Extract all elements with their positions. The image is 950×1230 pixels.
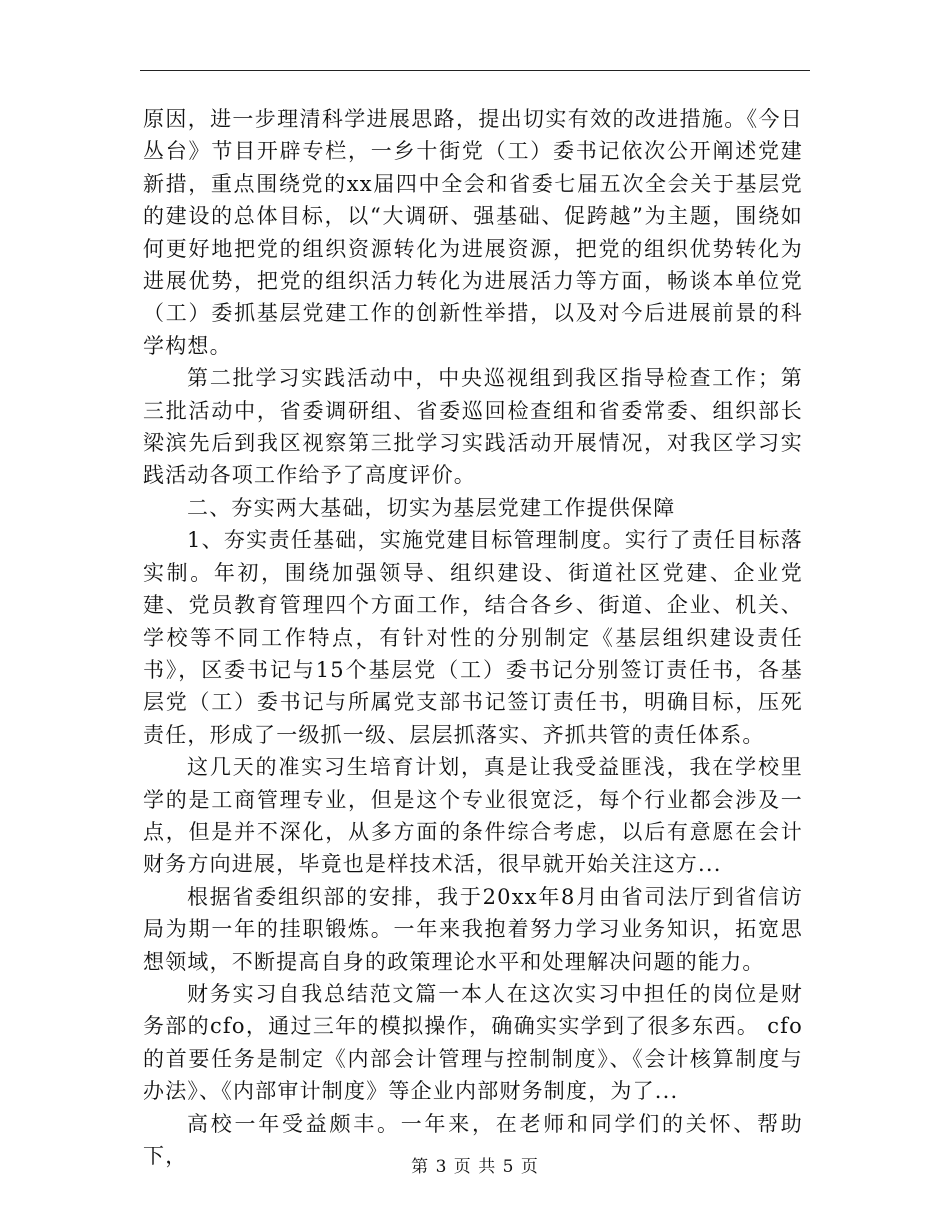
paragraph-internship: 这几天的准实习生培育计划，真是让我受益匪浅，我在学校里学的是工商管理专业，但是这个专业很宽泛，每个行业都会涉及一点，但是并不深化，从多方面的条件综合考虑，以后有意愿在会计财务方向进展，毕竟也是样技术活，很早就开始关注这方... <box>143 755 803 877</box>
paragraph-secondment: 根据省委组织部的安排，我于20xx年8月由省司法厅到省信访局为期一年的挂职锻炼。一年来我抱着努力学习业务知识，拓宽思想领域，不断提高自身的政策理论水平和处理解决问题的能力。 <box>143 884 803 974</box>
document-body <box>143 103 803 1172</box>
header-rule <box>140 70 810 71</box>
paragraph-continuation: 原因，进一步理清科学进展思路，提出切实有效的改进措施。《今日丛台》节目开辟专栏，一乡十街党（工）委书记依次公开阐述党建新措，重点围绕党的xx届四中全会和省委七届五次全会关于基层党的建设的总体目标，以“大调研、强基础、促跨越”为主题，围绕如何更好地把党的组织资源转化为进展资源，把党的组织优势转化为进展优势，把党的组织活力转化为进展活力等方面，畅谈本单位党（工）委抓基层党建工作的创新性举措，以及对今后进展前景的科学构想。 <box>143 107 803 358</box>
paragraph-finance: 财务实习自我总结范文篇一本人在这次实习中担任的岗位是财务部的cfo，通过三年的模拟操作，确确实实学到了很多东西。 cfo的首要任务是制定《内部会计管理与控制制度》、《会计核算制度与办法》、《内部审计制度》等企业内部财务制度，为了... <box>143 981 803 1104</box>
page-number: 第 3 页 共 5 页 <box>411 1157 539 1177</box>
page-footer <box>0 1152 950 1177</box>
section-heading-2: 二、夯实两大基础，切实为基层党建工作提供保障 <box>187 495 676 520</box>
paragraph-inspection: 第二批学习实践活动中，中央巡视组到我区指导检查工作；第三批活动中，省委调研组、省委巡回检查组和省委常委、组织部长梁滨先后到我区视察第三批学习实践活动开展情况，对我区学习实践活动各项工作给予了高度评价。 <box>143 366 803 488</box>
paragraph-item-1: 1、夯实责任基础，实施党建目标管理制度。实行了责任目标落实制。年初，围绕加强领导、组织建设、街道社区党建、企业党建、党员教育管理四个方面工作，结合各乡、街道、企业、机关、学校等不同工作特点，有针对性的分别制定《基层组织建设责任书》，区委书记与15个基层党（工）委书记分别签订责任书，各基层党（工）委书记与所属党支部书记签订责任书，明确目标，压死责任，形成了一级抓一级、层层抓落实、齐抓共管的责任体系。 <box>143 528 803 747</box>
paragraph-university: 高校一年受益颇丰。一年来，在老师和同学们的关怀、帮助下， <box>143 1111 803 1168</box>
